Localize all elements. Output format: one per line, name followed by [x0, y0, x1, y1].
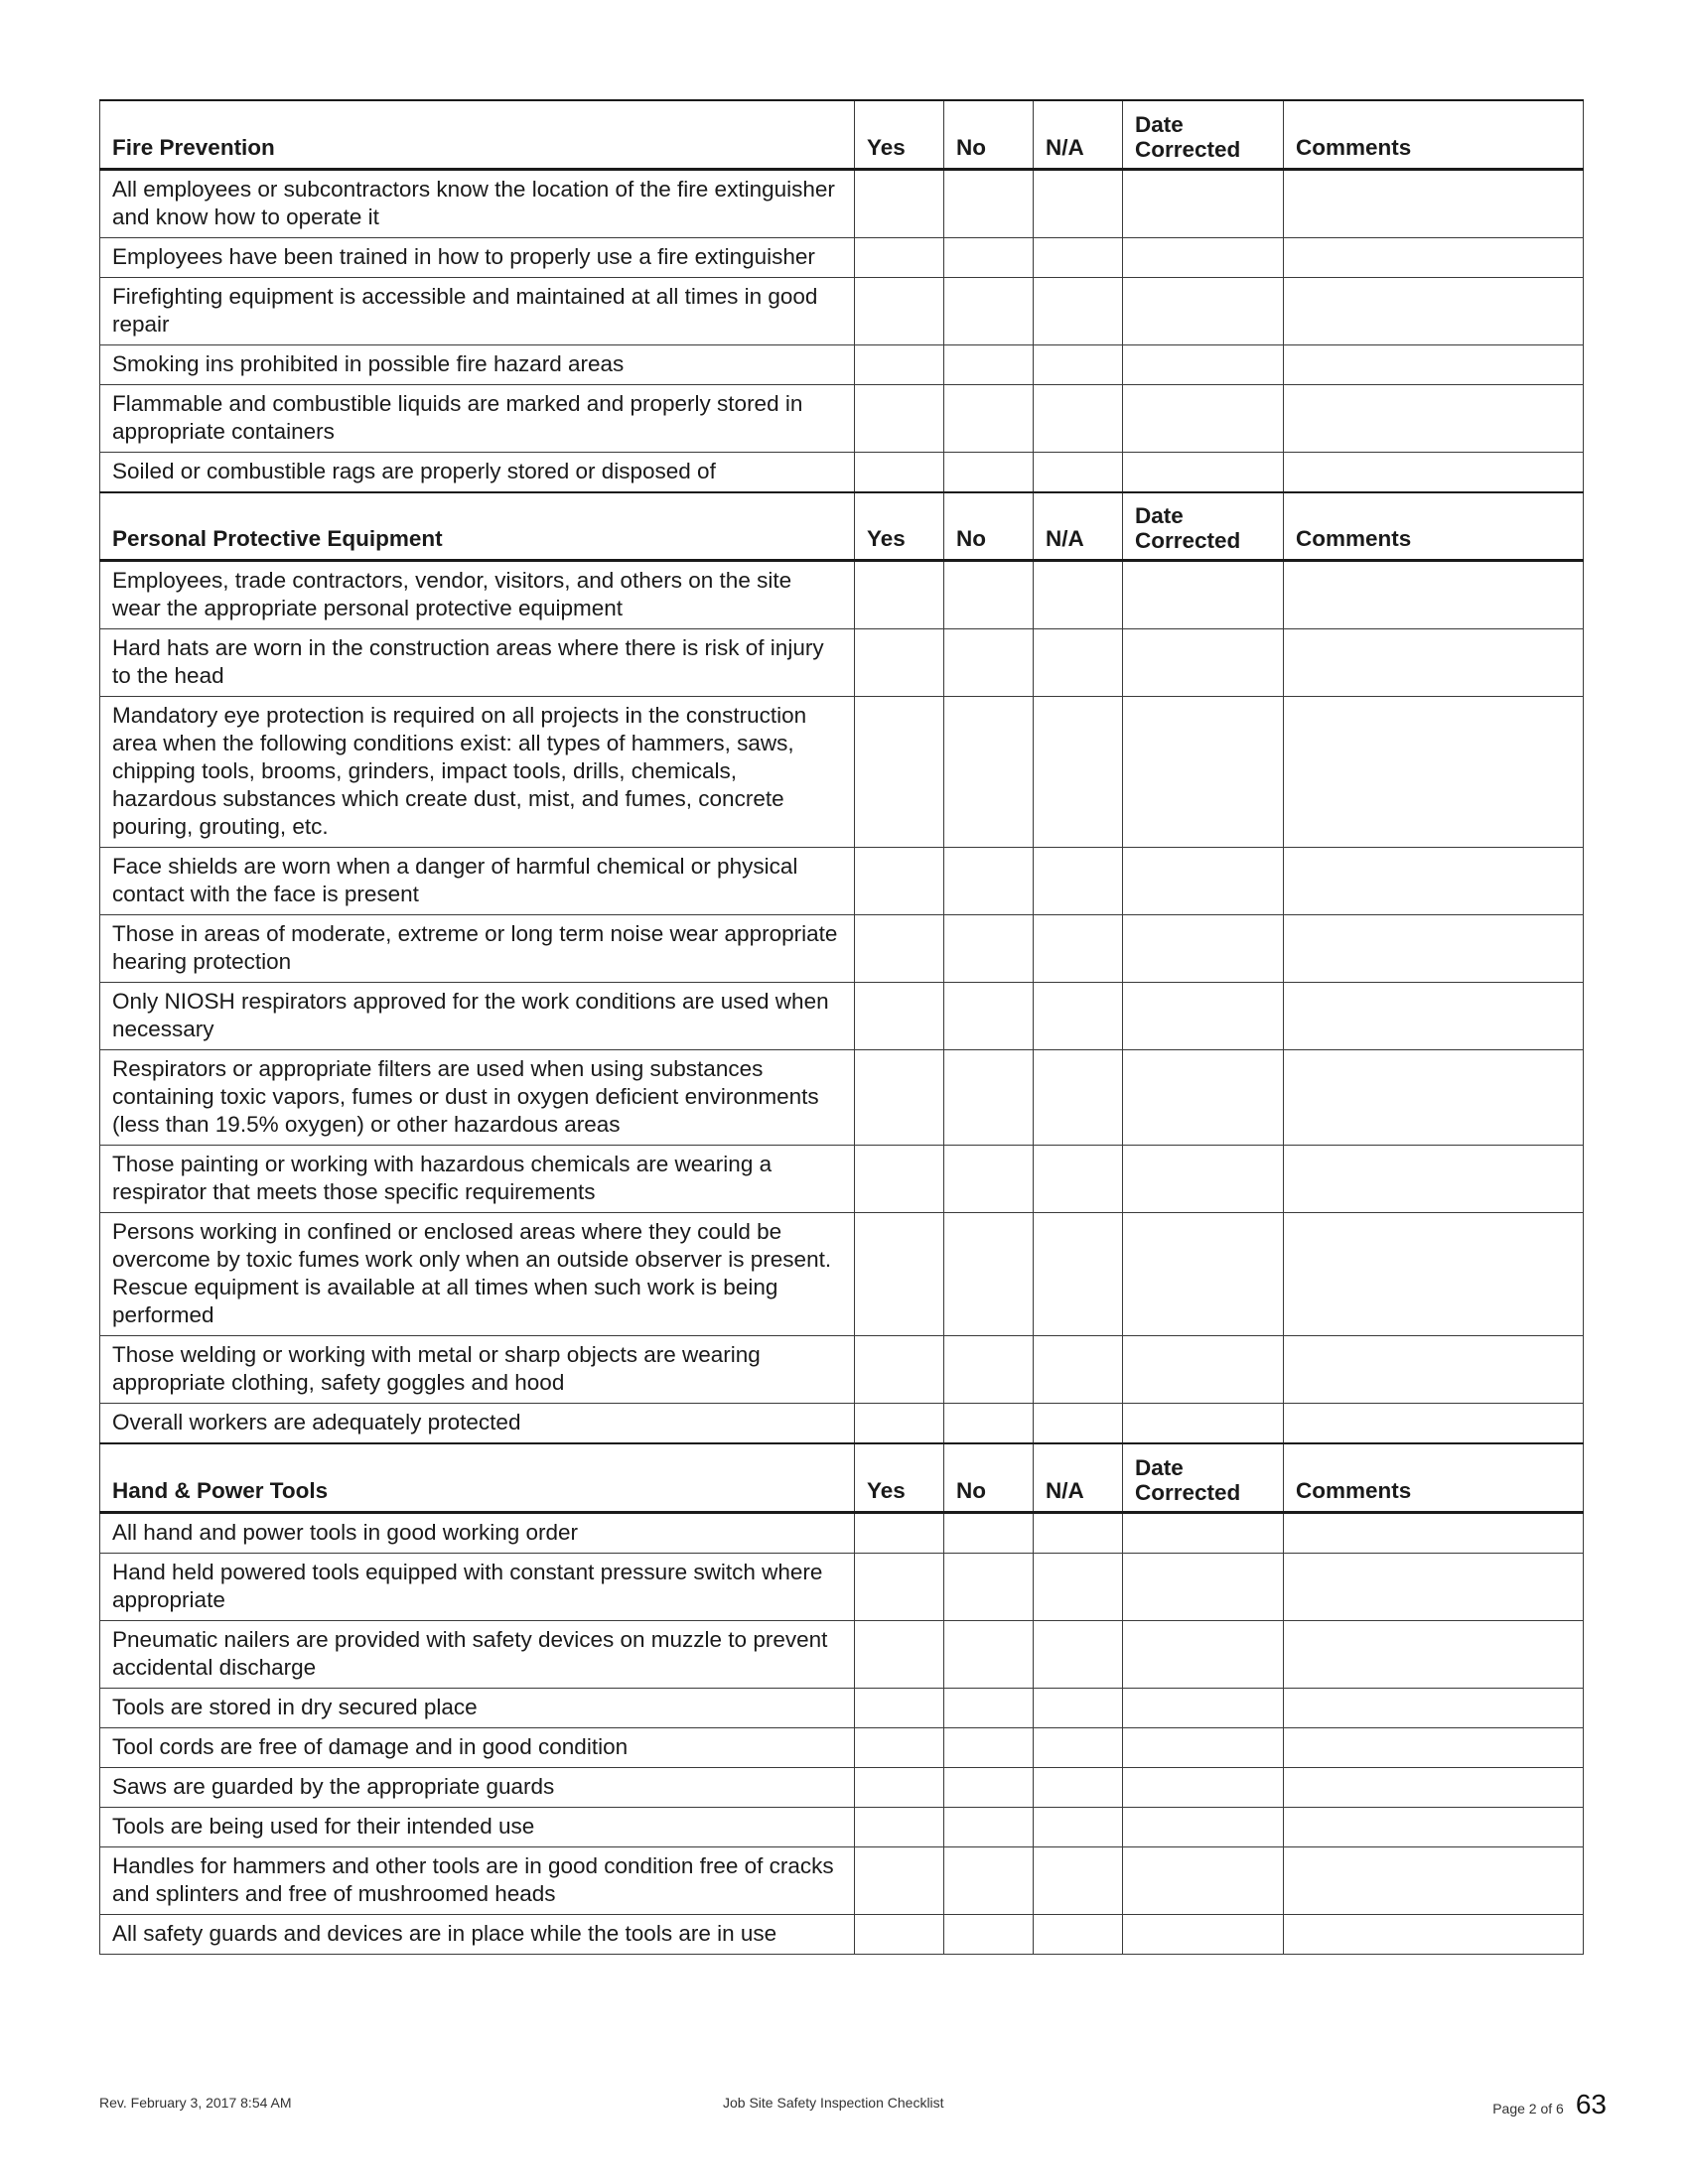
yes-cell[interactable] — [855, 1146, 944, 1213]
yes-cell[interactable] — [855, 1914, 944, 1954]
na-cell[interactable] — [1034, 277, 1123, 344]
yes-cell[interactable] — [855, 384, 944, 452]
checklist-row — [100, 452, 1584, 492]
checklist-item-text: All employees or subcontractors know the location of the fire extinguisher and know how to operate it — [100, 169, 855, 237]
comments-cell[interactable] — [1284, 1404, 1584, 1444]
comments-cell[interactable] — [1284, 561, 1584, 629]
no-cell[interactable] — [944, 915, 1034, 983]
col-header-comments: Comments — [1284, 1443, 1584, 1512]
yes-cell[interactable] — [855, 1688, 944, 1727]
col-header-date-corrected — [1123, 492, 1284, 561]
checklist-row — [100, 1767, 1584, 1807]
checklist-item-text: Those in areas of moderate, extreme or long term noise wear appropriate hearing protection — [100, 915, 855, 983]
no-cell[interactable] — [944, 1767, 1034, 1807]
na-cell[interactable] — [1034, 1512, 1123, 1553]
date-corrected-cell[interactable] — [1123, 983, 1284, 1050]
na-cell[interactable] — [1034, 697, 1123, 848]
col-header-yes: Yes — [855, 1443, 944, 1512]
col-header-date-corrected — [1123, 1443, 1284, 1512]
checklist-item-text: Hand held powered tools equipped with constant pressure switch where appropriate — [100, 1553, 855, 1620]
comments-cell[interactable] — [1284, 169, 1584, 237]
no-cell[interactable] — [944, 1914, 1034, 1954]
date-corrected-cell[interactable] — [1123, 1620, 1284, 1688]
checklist-row — [100, 629, 1584, 697]
checklist-row — [100, 848, 1584, 915]
checklist-row — [100, 1688, 1584, 1727]
no-cell[interactable] — [944, 1146, 1034, 1213]
no-cell[interactable] — [944, 983, 1034, 1050]
no-cell[interactable] — [944, 697, 1034, 848]
col-header-yes: Yes — [855, 492, 944, 561]
comments-cell[interactable] — [1284, 344, 1584, 384]
checklist-row — [100, 697, 1584, 848]
checklist-row — [100, 1404, 1584, 1444]
no-cell[interactable] — [944, 1727, 1034, 1767]
col-header-yes: Yes — [855, 100, 944, 169]
yes-cell[interactable] — [855, 848, 944, 915]
checklist-item-text: Overall workers are adequately protected — [100, 1404, 855, 1444]
yes-cell[interactable] — [855, 697, 944, 848]
no-cell[interactable] — [944, 452, 1034, 492]
comments-cell[interactable] — [1284, 384, 1584, 452]
yes-cell[interactable] — [855, 1336, 944, 1404]
comments-cell[interactable] — [1284, 1553, 1584, 1620]
checklist-row — [100, 344, 1584, 384]
comments-cell[interactable] — [1284, 1620, 1584, 1688]
no-cell[interactable] — [944, 1336, 1034, 1404]
checklist-item-text: Employees, trade contractors, vendor, visitors, and others on the site wear the appropriate personal protective equipment — [100, 561, 855, 629]
yes-cell[interactable] — [855, 1727, 944, 1767]
col-header-comments: Comments — [1284, 100, 1584, 169]
checklist-item-text: Handles for hammers and other tools are in good condition free of cracks and splinters and free of mushroomed heads — [100, 1846, 855, 1914]
date-corrected-cell[interactable] — [1123, 1213, 1284, 1336]
yes-cell[interactable] — [855, 983, 944, 1050]
no-cell[interactable] — [944, 344, 1034, 384]
page-number: 63 — [1575, 2089, 1607, 2119]
footer-revision: Rev. February 3, 2017 8:54 AM — [99, 2095, 292, 2111]
na-cell[interactable] — [1034, 1727, 1123, 1767]
checklist-item-text: Tools are stored in dry secured place — [100, 1688, 855, 1727]
col-header-no: No — [944, 100, 1034, 169]
footer-doc-title: Job Site Safety Inspection Checklist — [723, 2095, 944, 2111]
checklist-row — [100, 169, 1584, 237]
date-corrected-cell[interactable] — [1123, 1512, 1284, 1553]
no-cell[interactable] — [944, 237, 1034, 277]
na-cell[interactable] — [1034, 848, 1123, 915]
na-cell[interactable] — [1034, 1146, 1123, 1213]
no-cell[interactable] — [944, 561, 1034, 629]
footer-page-of: Page 2 of 6 — [1492, 2101, 1564, 2116]
no-cell[interactable] — [944, 384, 1034, 452]
checklist-item-text: Firefighting equipment is accessible and maintained at all times in good repair — [100, 277, 855, 344]
comments-cell[interactable] — [1284, 277, 1584, 344]
na-cell[interactable] — [1034, 983, 1123, 1050]
no-cell[interactable] — [944, 1512, 1034, 1553]
date-corrected-cell[interactable] — [1123, 1688, 1284, 1727]
date-corrected-cell[interactable] — [1123, 915, 1284, 983]
checklist-item-text: Respirators or appropriate filters are used when using substances containing toxic vapors, fumes or dust in oxygen deficient environments (less than 19.5% oxygen) or other hazardous areas — [100, 1050, 855, 1146]
date-corrected-cell[interactable] — [1123, 169, 1284, 237]
checklist-item-text: Mandatory eye protection is required on all projects in the construction area when the following conditions exist: all types of hammers, saws, chipping tools, brooms, grinders, impact tools, drills, chemicals, hazardous substances which create dust, mist, and fumes, concrete pouring, grouting, etc. — [100, 697, 855, 848]
footer-page — [1492, 2089, 1607, 2120]
comments-cell[interactable] — [1284, 237, 1584, 277]
checklist-item-text: Hard hats are worn in the construction areas where there is risk of injury to the head — [100, 629, 855, 697]
date-corrected-cell[interactable] — [1123, 1146, 1284, 1213]
checklist-row — [100, 384, 1584, 452]
yes-cell[interactable] — [855, 1213, 944, 1336]
comments-cell[interactable] — [1284, 1213, 1584, 1336]
date-corrected-cell[interactable] — [1123, 1050, 1284, 1146]
comments-cell[interactable] — [1284, 1512, 1584, 1553]
yes-cell[interactable] — [855, 1807, 944, 1846]
no-cell[interactable] — [944, 1050, 1034, 1146]
col-header-na: N/A — [1034, 1443, 1123, 1512]
checklist-row — [100, 1553, 1584, 1620]
section-header-row — [100, 100, 1584, 169]
yes-cell[interactable] — [855, 1846, 944, 1914]
col-header-no: No — [944, 492, 1034, 561]
checklist-item-text: Persons working in confined or enclosed areas where they could be overcome by toxic fumes work only when an outside observer is present. Rescue equipment is available at all times when such work is being performed — [100, 1213, 855, 1336]
col-header-no: No — [944, 1443, 1034, 1512]
checklist-row — [100, 1512, 1584, 1553]
section-header-row — [100, 1443, 1584, 1512]
comments-cell[interactable] — [1284, 983, 1584, 1050]
comments-cell[interactable] — [1284, 1688, 1584, 1727]
na-cell[interactable] — [1034, 1807, 1123, 1846]
yes-cell[interactable] — [855, 237, 944, 277]
na-cell[interactable] — [1034, 1404, 1123, 1444]
col-header-date-line: Date — [1135, 503, 1184, 528]
na-cell[interactable] — [1034, 384, 1123, 452]
date-corrected-cell[interactable] — [1123, 848, 1284, 915]
checklist-item-text: Smoking ins prohibited in possible fire hazard areas — [100, 344, 855, 384]
yes-cell[interactable] — [855, 1512, 944, 1553]
no-cell[interactable] — [944, 1620, 1034, 1688]
checklist-item-text: Only NIOSH respirators approved for the work conditions are used when necessary — [100, 983, 855, 1050]
date-corrected-cell[interactable] — [1123, 697, 1284, 848]
checklist-item-text: Tools are being used for their intended use — [100, 1807, 855, 1846]
checklist-item-text: Soiled or combustible rags are properly stored or disposed of — [100, 452, 855, 492]
inspection-checklist-table — [99, 99, 1584, 1955]
na-cell[interactable] — [1034, 1336, 1123, 1404]
checklist-item-text: Saws are guarded by the appropriate guards — [100, 1767, 855, 1807]
section-title: Hand & Power Tools — [100, 1443, 855, 1512]
date-corrected-cell[interactable] — [1123, 1807, 1284, 1846]
col-header-date-line: Date — [1135, 1454, 1184, 1480]
comments-cell[interactable] — [1284, 1914, 1584, 1954]
date-corrected-cell[interactable] — [1123, 1553, 1284, 1620]
checklist-row — [100, 1620, 1584, 1688]
yes-cell[interactable] — [855, 452, 944, 492]
checklist-row — [100, 1727, 1584, 1767]
checklist-item-text: Face shields are worn when a danger of harmful chemical or physical contact with the face is present — [100, 848, 855, 915]
no-cell[interactable] — [944, 1688, 1034, 1727]
comments-cell[interactable] — [1284, 848, 1584, 915]
comments-cell[interactable] — [1284, 629, 1584, 697]
yes-cell[interactable] — [855, 561, 944, 629]
no-cell[interactable] — [944, 1807, 1034, 1846]
date-corrected-cell[interactable] — [1123, 1404, 1284, 1444]
yes-cell[interactable] — [855, 344, 944, 384]
no-cell[interactable] — [944, 629, 1034, 697]
comments-cell[interactable] — [1284, 1727, 1584, 1767]
checklist-item-text: Flammable and combustible liquids are marked and properly stored in appropriate containers — [100, 384, 855, 452]
date-corrected-cell[interactable] — [1123, 1336, 1284, 1404]
date-corrected-cell[interactable] — [1123, 344, 1284, 384]
date-corrected-cell[interactable] — [1123, 629, 1284, 697]
comments-cell[interactable] — [1284, 1846, 1584, 1914]
date-corrected-cell[interactable] — [1123, 1914, 1284, 1954]
comments-cell[interactable] — [1284, 1336, 1584, 1404]
checklist-row — [100, 1336, 1584, 1404]
no-cell[interactable] — [944, 1553, 1034, 1620]
no-cell[interactable] — [944, 277, 1034, 344]
section-title: Personal Protective Equipment — [100, 492, 855, 561]
col-header-date-corrected — [1123, 100, 1284, 169]
date-corrected-cell[interactable] — [1123, 1767, 1284, 1807]
na-cell[interactable] — [1034, 1914, 1123, 1954]
no-cell[interactable] — [944, 848, 1034, 915]
yes-cell[interactable] — [855, 629, 944, 697]
na-cell[interactable] — [1034, 1050, 1123, 1146]
comments-cell[interactable] — [1284, 915, 1584, 983]
checklist-row — [100, 915, 1584, 983]
col-header-corrected-line: Corrected — [1135, 136, 1241, 162]
na-cell[interactable] — [1034, 452, 1123, 492]
section-title: Fire Prevention — [100, 100, 855, 169]
checklist-item-text: All safety guards and devices are in place while the tools are in use — [100, 1914, 855, 1954]
yes-cell[interactable] — [855, 1553, 944, 1620]
yes-cell[interactable] — [855, 1050, 944, 1146]
date-corrected-cell[interactable] — [1123, 237, 1284, 277]
no-cell[interactable] — [944, 1404, 1034, 1444]
date-corrected-cell[interactable] — [1123, 277, 1284, 344]
na-cell[interactable] — [1034, 1846, 1123, 1914]
checklist-row — [100, 1213, 1584, 1336]
checklist-row — [100, 1146, 1584, 1213]
checklist-item-text: Pneumatic nailers are provided with safety devices on muzzle to prevent accidental discharge — [100, 1620, 855, 1688]
checklist-item-text: All hand and power tools in good working order — [100, 1512, 855, 1553]
yes-cell[interactable] — [855, 915, 944, 983]
date-corrected-cell[interactable] — [1123, 561, 1284, 629]
date-corrected-cell[interactable] — [1123, 452, 1284, 492]
col-header-date-line: Date — [1135, 111, 1184, 137]
na-cell[interactable] — [1034, 1688, 1123, 1727]
col-header-corrected-line: Corrected — [1135, 528, 1241, 553]
date-corrected-cell[interactable] — [1123, 1846, 1284, 1914]
checklist-row — [100, 1846, 1584, 1914]
comments-cell[interactable] — [1284, 1146, 1584, 1213]
checklist-row — [100, 277, 1584, 344]
checklist-item-text: Those welding or working with metal or sharp objects are wearing appropriate clothing, safety goggles and hood — [100, 1336, 855, 1404]
na-cell[interactable] — [1034, 169, 1123, 237]
yes-cell[interactable] — [855, 1767, 944, 1807]
yes-cell[interactable] — [855, 1404, 944, 1444]
na-cell[interactable] — [1034, 561, 1123, 629]
no-cell[interactable] — [944, 169, 1034, 237]
na-cell[interactable] — [1034, 1767, 1123, 1807]
checklist-row — [100, 561, 1584, 629]
comments-cell[interactable] — [1284, 1767, 1584, 1807]
na-cell[interactable] — [1034, 915, 1123, 983]
col-header-comments: Comments — [1284, 492, 1584, 561]
col-header-corrected-line: Corrected — [1135, 1479, 1241, 1505]
checklist-item-text: Those painting or working with hazardous chemicals are wearing a respirator that meets those specific requirements — [100, 1146, 855, 1213]
yes-cell[interactable] — [855, 277, 944, 344]
checklist-row — [100, 237, 1584, 277]
comments-cell[interactable] — [1284, 1050, 1584, 1146]
date-corrected-cell[interactable] — [1123, 384, 1284, 452]
col-header-na: N/A — [1034, 100, 1123, 169]
yes-cell[interactable] — [855, 1620, 944, 1688]
checklist-row — [100, 983, 1584, 1050]
na-cell[interactable] — [1034, 1553, 1123, 1620]
checklist-body — [100, 100, 1584, 1954]
checklist-item-text: Tool cords are free of damage and in good condition — [100, 1727, 855, 1767]
comments-cell[interactable] — [1284, 697, 1584, 848]
comments-cell[interactable] — [1284, 452, 1584, 492]
na-cell[interactable] — [1034, 1213, 1123, 1336]
checklist-row — [100, 1914, 1584, 1954]
col-header-na: N/A — [1034, 492, 1123, 561]
checklist-row — [100, 1050, 1584, 1146]
na-cell[interactable] — [1034, 629, 1123, 697]
na-cell[interactable] — [1034, 1620, 1123, 1688]
yes-cell[interactable] — [855, 169, 944, 237]
na-cell[interactable] — [1034, 237, 1123, 277]
comments-cell[interactable] — [1284, 1807, 1584, 1846]
no-cell[interactable] — [944, 1846, 1034, 1914]
checklist-item-text: Employees have been trained in how to properly use a fire extinguisher — [100, 237, 855, 277]
na-cell[interactable] — [1034, 344, 1123, 384]
no-cell[interactable] — [944, 1213, 1034, 1336]
date-corrected-cell[interactable] — [1123, 1727, 1284, 1767]
checklist-row — [100, 1807, 1584, 1846]
section-header-row — [100, 492, 1584, 561]
